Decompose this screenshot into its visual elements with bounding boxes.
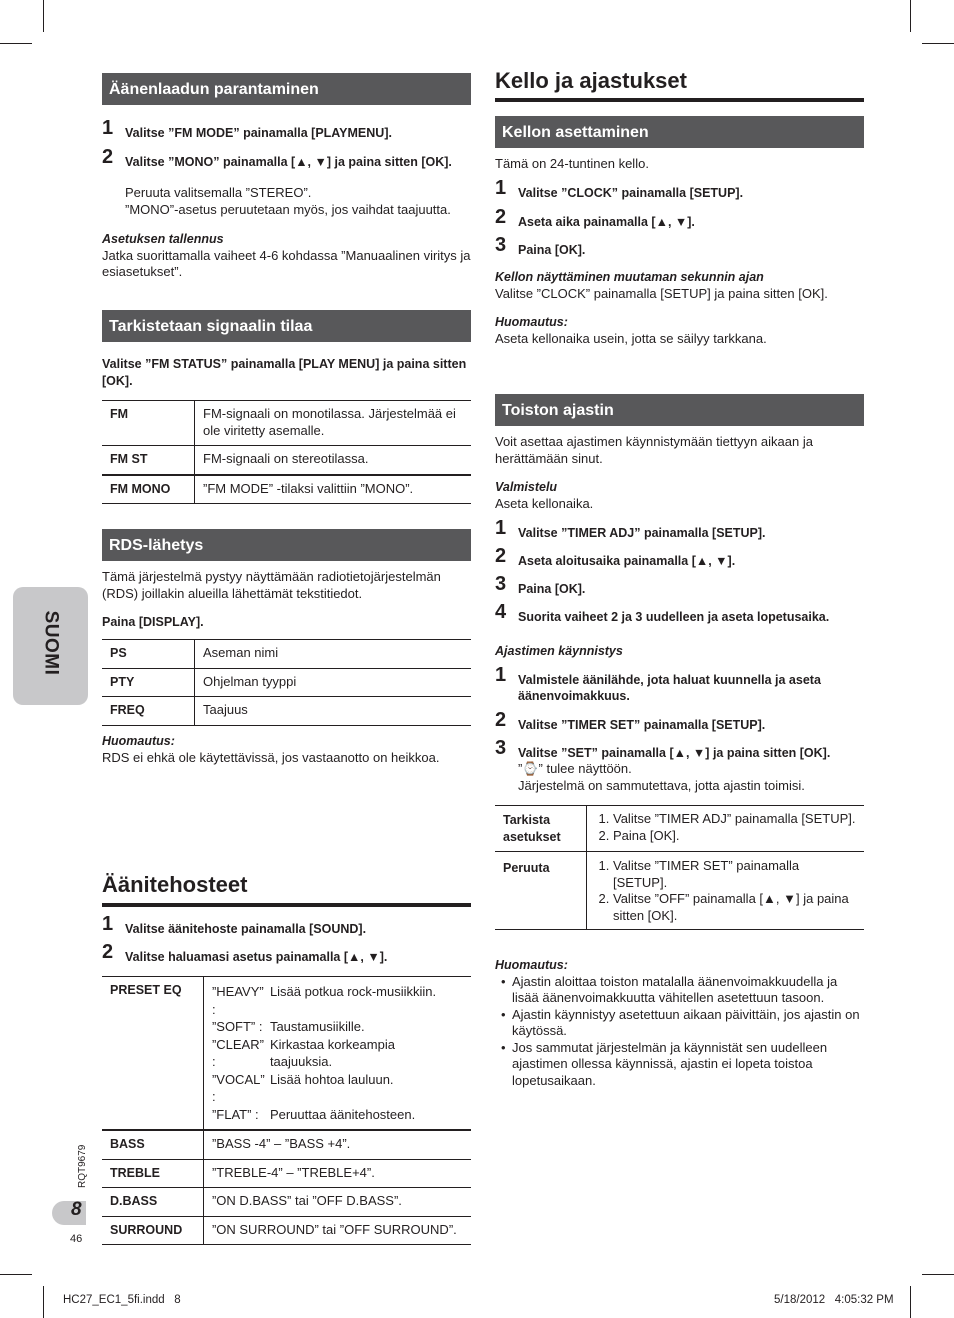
step-number: 1 (102, 117, 114, 139)
section-header-sound-quality: Äänenlaadun parantaminen (102, 73, 471, 105)
title-rule (102, 903, 471, 907)
preset-name: ”HEAVY” : (211, 984, 264, 1017)
note (495, 479, 864, 512)
step-number: 2 (495, 545, 507, 567)
list-item: 2. Valitse ”OFF” painamalla [▲, ▼] ja paina sitten [OK]. (613, 891, 856, 924)
crop-mark (0, 43, 32, 44)
section-header-rds: RDS-lähetys (102, 529, 471, 561)
preset-name: ”CLEAR” : (211, 1036, 264, 1069)
language-tab-label: SUOMI (40, 610, 62, 676)
footer-timestamp: 5/18/2012 4:05:32 PM (774, 1294, 894, 1306)
step-text: Valitse ”CLOCK” painamalla [SETUP]. (518, 186, 744, 200)
list-item: 1. Valitse ”TIMER ADJ” painamalla [SETUP]. (613, 811, 856, 828)
preset-desc: Peruuttaa äänitehosteen. (269, 1106, 416, 1122)
title-rule (495, 98, 864, 102)
table-value: Taajuus (203, 702, 248, 717)
table-value: FM-signaali on monotilassa. Järjestelmää ei ole viritetty asemalle. (203, 406, 456, 438)
section-title-sound-effects: Äänitehosteet (102, 872, 248, 897)
note (102, 733, 471, 766)
step-text: Valitse ”TIMER ADJ” painamalla [SETUP]. (518, 526, 766, 540)
crop-mark (0, 1274, 32, 1275)
step-text: Paina [OK]. (518, 243, 586, 257)
preset-list (203, 977, 471, 1131)
rds-table (102, 639, 471, 726)
timer-table (495, 805, 864, 930)
step-number: 2 (102, 146, 114, 168)
table-value: ”TREBLE-4” – ”TREBLE+4”. (211, 1164, 375, 1180)
section-intro: Tämä on 24-tuntinen kello. (495, 156, 649, 171)
step-text: Valmistele äänilähde, jota haluat kuunnella ja aseta äänenvoimakkuus. (518, 673, 821, 703)
note (495, 269, 864, 302)
step-text: Valitse äänitehoste painamalla [SOUND]. (125, 922, 367, 936)
page-number-small: 46 (70, 1233, 83, 1245)
preset-name: ”VOCAL” : (211, 1071, 265, 1104)
table-key: Tarkista asetukset (495, 806, 587, 852)
step-subtext-line: Peruuta valitsemalla ”STEREO”. (125, 185, 312, 200)
table-row (102, 401, 471, 446)
table-value: ”FM MODE” -tilaksi valittiin ”MONO”. (203, 480, 414, 496)
step-number: 1 (495, 517, 507, 539)
table-key: TREBLE (102, 1159, 203, 1188)
preset-desc: Lisää potkua rock-musiikkiin. (269, 984, 437, 999)
note-title: Asetuksen tallennus (102, 232, 224, 246)
note-title: Kellon näyttäminen muutaman sekunnin ajan (495, 270, 764, 284)
step-text: Valitse haluamasi asetus painamalla [▲, ▼]. (125, 950, 388, 964)
table-row (495, 852, 864, 930)
step-subtext-line: Järjestelmä on sammutettava, jotta ajastin toimisi. (518, 777, 805, 793)
table-row (102, 1216, 471, 1245)
document-code: RQT9679 (77, 1144, 88, 1188)
table-value: ”ON SURROUND” tai ”OFF SURROUND”. (211, 1221, 457, 1237)
table-row (102, 446, 471, 475)
page-title: Kello ja ajastukset (495, 68, 687, 93)
step-text: Valitse ”TIMER SET” painamalla [SETUP]. (518, 718, 766, 732)
preset-desc: Kirkastaa korkeampia taajuuksia. (269, 1036, 395, 1069)
table-value: ”BASS -4” – ”BASS +4”. (211, 1136, 351, 1151)
preset-line (212, 1036, 463, 1071)
language-tab (13, 587, 88, 705)
list-item: • Ajastin käynnistyy asetettuun aikaan päivittäin, jos ajastin on käytössä. (501, 1007, 864, 1040)
note (495, 957, 864, 1089)
section-intro: Voit asettaa ajastimen käynnistymään tiettyyn aikaan ja herättämään sinut. (495, 434, 813, 466)
step-subtext (125, 185, 475, 218)
step-subtext (518, 761, 864, 794)
signal-table (102, 400, 471, 504)
table-row (102, 640, 471, 669)
note-title: Valmistelu (495, 480, 558, 494)
table-key: BASS (102, 1130, 203, 1159)
step-text: Suorita vaiheet 2 ja 3 uudelleen ja aseta lopetusaika. (518, 610, 830, 624)
table-row (102, 668, 471, 697)
table-key: D.BASS (102, 1188, 203, 1217)
footer-filename: HC27_EC1_5fi.indd 8 (63, 1294, 181, 1306)
step-number: 2 (495, 709, 507, 731)
table-row (102, 1130, 471, 1159)
step-text: Valitse ”MONO” painamalla [▲, ▼] ja paina sitten [OK]. (125, 155, 452, 169)
note-text: Aseta kellonaika usein, jotta se säilyy tarkkana. (495, 330, 767, 346)
step-text: Paina [OK]. (518, 582, 586, 596)
table-value (587, 806, 865, 852)
note-text: Jatka suorittamalla vaiheet 4-6 kohdassa ”Manuaalinen viritys ja esiasetukset”. (102, 247, 471, 279)
subsection-title: Ajastimen käynnistys (495, 644, 623, 658)
table-row (102, 697, 471, 726)
step-text: Aseta aloitusaika painamalla [▲, ▼]. (518, 554, 736, 568)
table-row (102, 475, 471, 504)
crop-mark (922, 43, 954, 44)
table-value: FM-signaali on stereotilassa. (203, 451, 369, 466)
page-number: 8 (71, 1199, 82, 1220)
table-key: PRESET EQ (102, 977, 203, 1131)
section-intro: Valitse ”FM STATUS” painamalla [PLAY MENU] ja paina sitten [OK]. (102, 357, 467, 388)
crop-mark (922, 1274, 954, 1275)
section-header-timer: Toiston ajastin (495, 394, 864, 426)
table-value (587, 852, 865, 930)
crop-mark (910, 1286, 911, 1318)
step-number: 4 (495, 601, 507, 623)
step-number: 3 (495, 737, 507, 759)
crop-mark (910, 0, 911, 32)
table-key: FM (102, 401, 195, 446)
preset-name: ”SOFT” : (211, 1019, 263, 1034)
step-number: 2 (495, 206, 507, 228)
note-title: Huomautus: (495, 958, 568, 972)
step-text: Valitse ”SET” painamalla [▲, ▼] ja paina sitten [OK]. (518, 746, 831, 760)
preset-line (212, 1071, 463, 1106)
sound-table (102, 976, 471, 1245)
table-key: PS (102, 640, 195, 669)
note-text: RDS ei ehkä ole käytettävissä, jos vastaanotto on heikkoa. (102, 749, 440, 765)
list-item: 1. Valitse ”TIMER SET” painamalla [SETUP]. (613, 858, 856, 891)
step-number: 3 (495, 234, 507, 256)
note (495, 314, 864, 347)
step-text: Aseta aika painamalla [▲, ▼]. (518, 215, 695, 229)
table-row (102, 1159, 471, 1188)
table-key: PTY (102, 668, 195, 697)
table-key: FM MONO (102, 475, 195, 504)
preset-line (212, 1018, 463, 1036)
preset-desc: Lisää hohtoa lauluun. (269, 1071, 394, 1087)
table-row (102, 1188, 471, 1217)
step-text: Valitse ”FM MODE” painamalla [PLAYMENU]. (125, 126, 392, 140)
step-subtext-line: ”⌚” tulee näyttöön. (518, 761, 632, 776)
table-key: Peruuta (495, 852, 587, 930)
note (102, 231, 471, 281)
list-item: • Ajastin aloittaa toiston matalalla äänenvoimakkuudella ja lisää äänenvoimakkuutta vähitellen asetettuun tasoon. (501, 974, 864, 1007)
section-intro: Tämä järjestelmä pystyy näyttämään radiotietojärjestelmän (RDS) joillakin alueilla lähettämät tekstitiedot. (102, 569, 441, 601)
table-row (102, 977, 471, 1131)
table-value: ”ON D.BASS” tai ”OFF D.BASS”. (211, 1193, 402, 1208)
crop-mark (43, 1286, 44, 1318)
table-value: Ohjelman tyyppi (203, 673, 297, 689)
table-value: Aseman nimi (203, 645, 279, 660)
preset-line (212, 983, 463, 1018)
table-row (495, 806, 864, 852)
preset-line (212, 1106, 463, 1124)
step-subtext-line: ”MONO”-asetus peruutetaan myös, jos vaihdat taajuutta. (125, 201, 451, 217)
preset-name: ”FLAT” : (211, 1106, 259, 1122)
list-item: • Jos sammutat järjestelmän ja käynnistät sen uudelleen ajastimen ollessa käynnissä, ajastin ei lopeta toistoa lopetusaikaan. (501, 1040, 864, 1090)
crop-mark (43, 0, 44, 32)
step-number: 1 (495, 664, 507, 686)
list-item: 2. Paina [OK]. (613, 828, 856, 845)
section-header-signal-status: Tarkistetaan signaalin tilaa (102, 310, 471, 342)
table-key: FM ST (102, 446, 195, 475)
step-number: 1 (102, 913, 114, 935)
table-key: SURROUND (102, 1216, 203, 1245)
section-header-clock: Kellon asettaminen (495, 116, 864, 148)
step-number: 1 (495, 177, 507, 199)
step-number: 2 (102, 941, 114, 963)
note-text: Aseta kellonaika. (495, 495, 594, 511)
note-title: Huomautus: (102, 734, 175, 748)
note-title: Huomautus: (495, 315, 568, 329)
press-instruction: Paina [DISPLAY]. (102, 615, 204, 629)
note-text: Valitse ”CLOCK” painamalla [SETUP] ja paina sitten [OK]. (495, 285, 828, 301)
step-number: 3 (495, 573, 507, 595)
preset-desc: Taustamusiikille. (269, 1019, 365, 1034)
table-key: FREQ (102, 697, 195, 726)
